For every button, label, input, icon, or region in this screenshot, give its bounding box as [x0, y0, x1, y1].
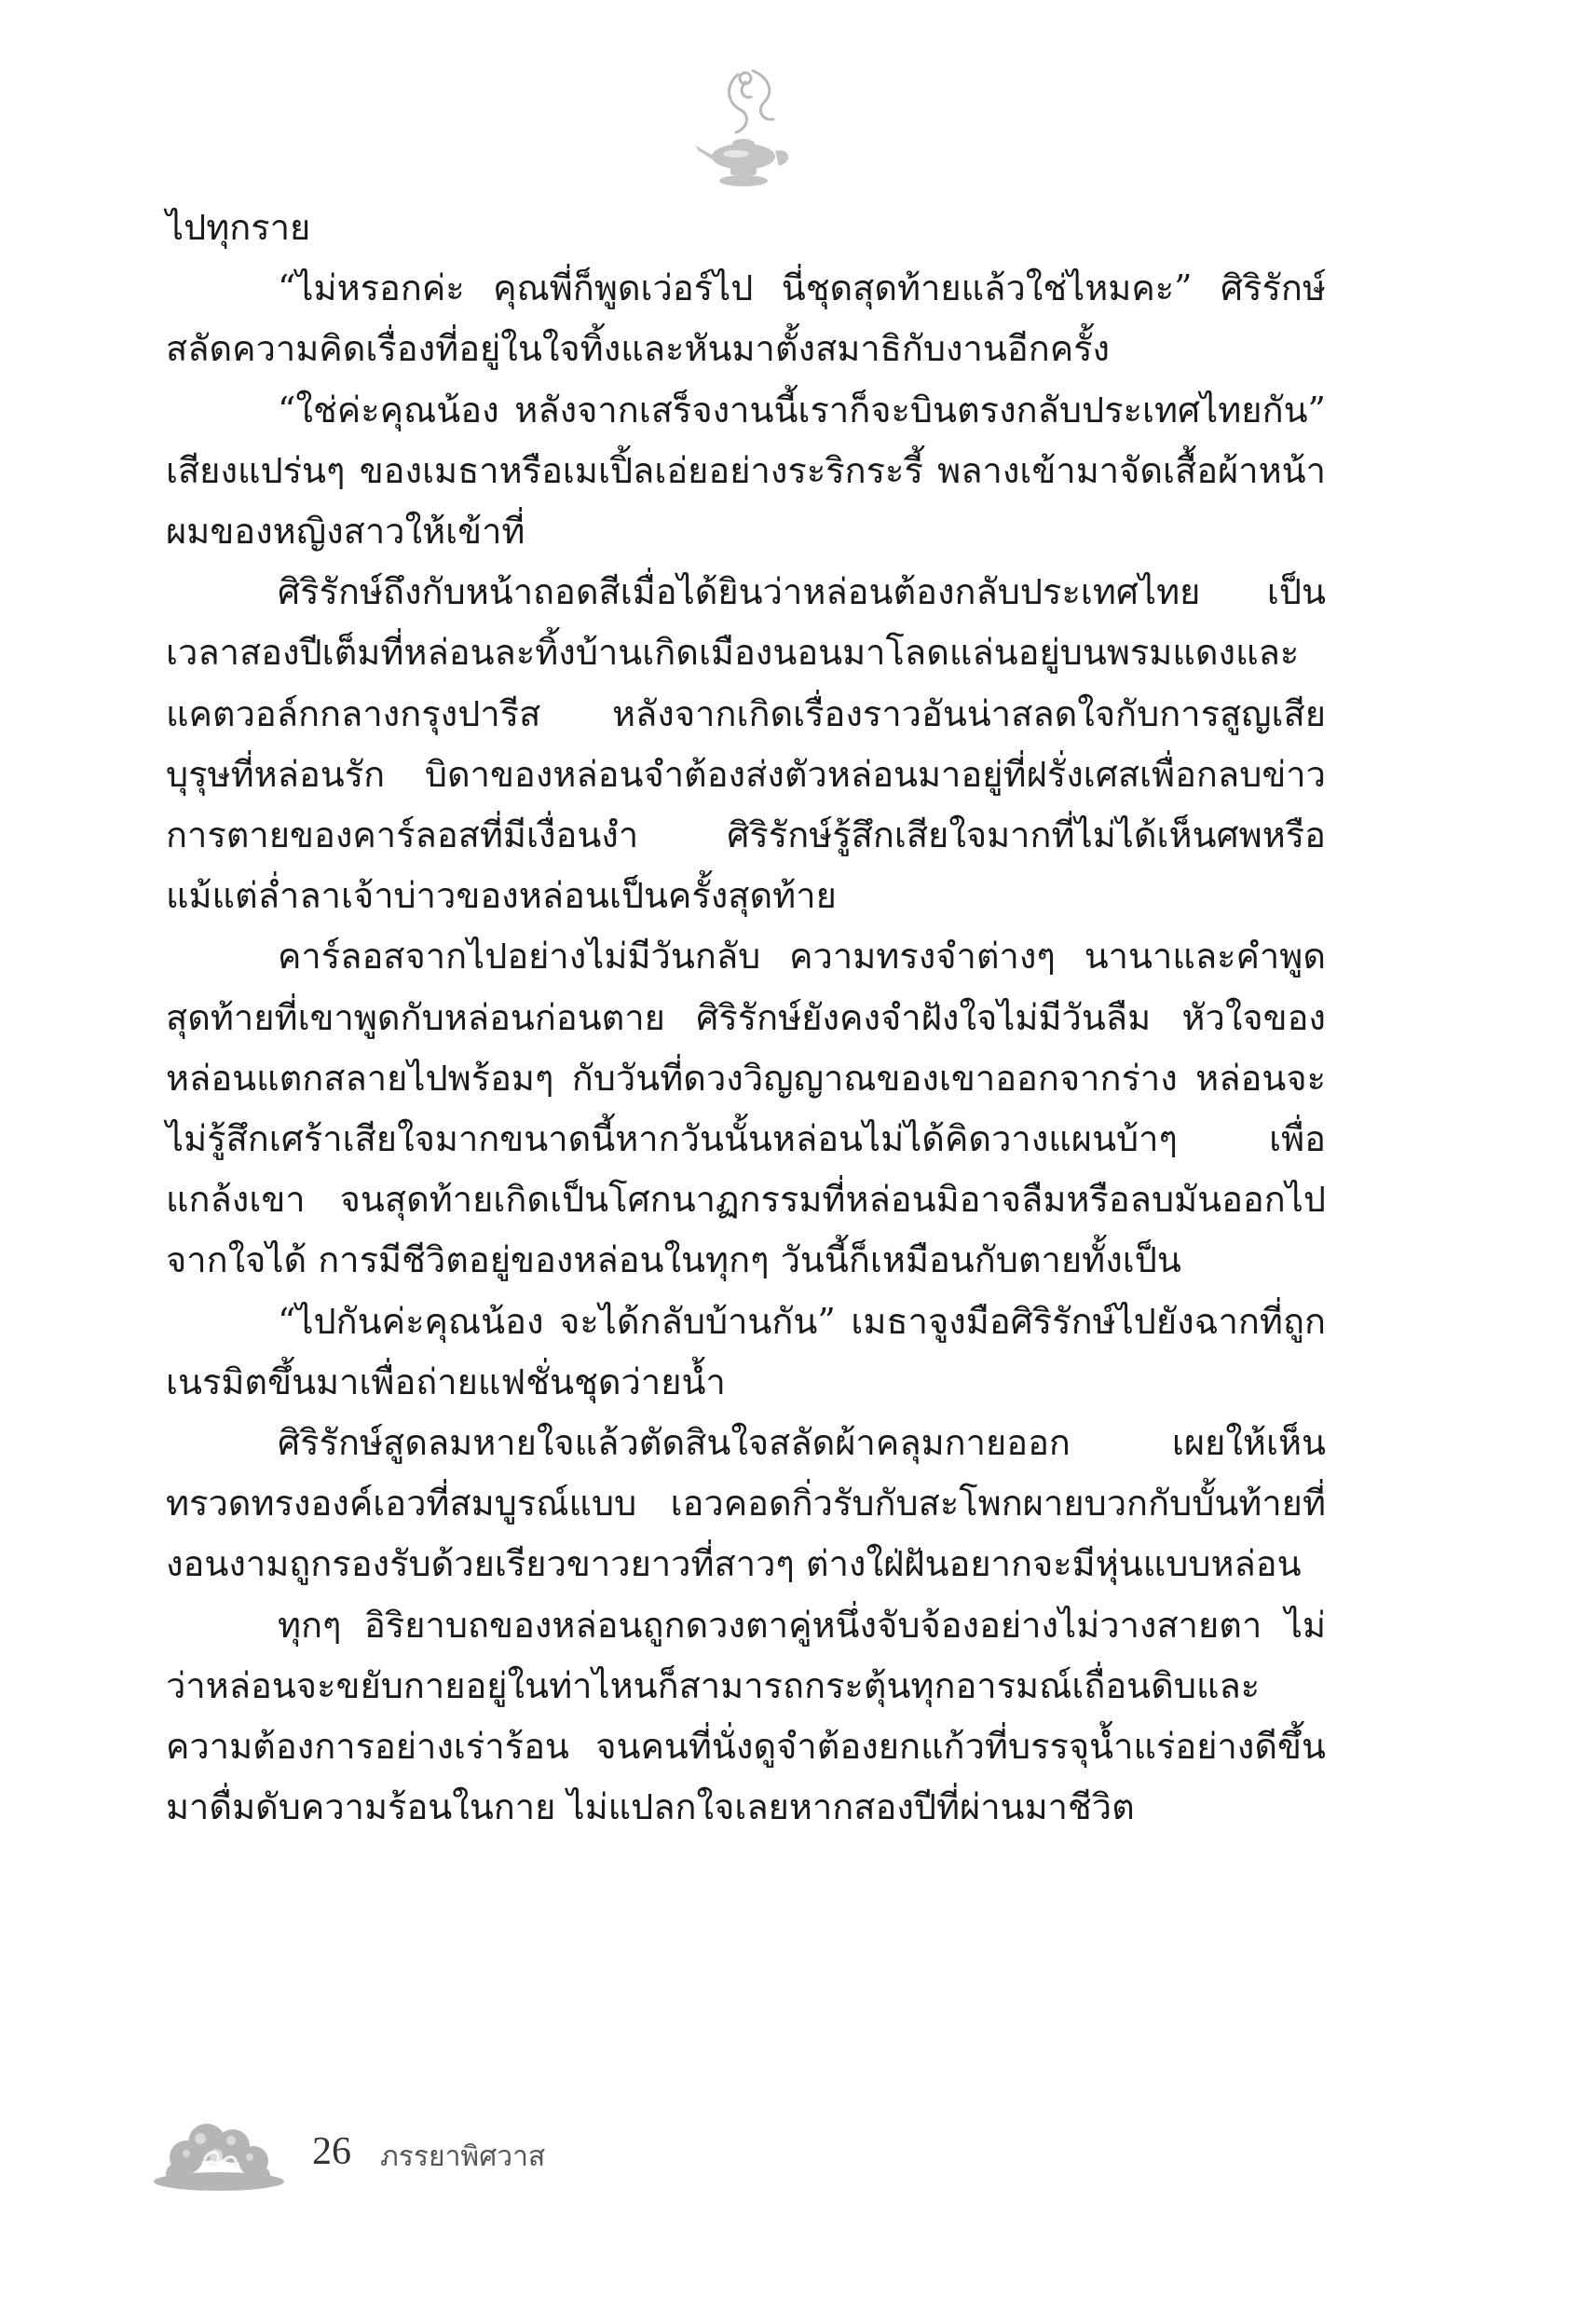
paragraph: ไปทุกราย — [166, 207, 311, 248]
body-text — [166, 198, 1326, 1838]
floral-ornament-icon — [149, 2101, 289, 2195]
paragraph: ศิริรักษ์สูดลมหายใจแล้วตัดสินใจสลัดผ้าคลุมกายออก เผยให้เห็นทรวดทรงองค์เอวที่สมบูรณ์แบบ เอวคอดกิ่วรับกับสะโพกผายบวกกับบั้นท้ายที่งอนงามถูกรองรับด้วยเรียวขาวยาวที่สาวๆ ต่างใฝ่ฝันอยากจะมีหุ่นแบบหล่อน — [166, 1422, 1326, 1585]
paragraph: ทุกๆ อิริยาบถของหล่อนถูกดวงตาคู่หนึ่งจับจ้องอย่างไม่วางสายตา ไม่ว่าหล่อนจะขยับกายอยู่ในท่าไหนก็สามารถกระตุ้นทุกอารมณ์เถื่อนดิบและความต้องการอย่างเร่าร้อน จนคนที่นั่งดูจำต้องยกแก้วที่บรรจุน้ำแร่อย่างดีขึ้นมาดื่มดับความร้อนในกาย ไม่แปลกใจเลยหากสองปีที่ผ่านมาชีวิต — [166, 1604, 1326, 1828]
page-number: 26 — [312, 2130, 351, 2173]
paragraph: คาร์ลอสจากไปอย่างไม่มีวันกลับ ความทรงจำต่างๆ นานาและคำพูดสุดท้ายที่เขาพูดกับหล่อนก่อนตาย ศิริรักษ์ยังคงจำฝังใจไม่มีวันลืม หัวใจของหล่อนแตกสลายไปพร้อมๆ กับวันที่ดวงวิญญาณของเขาออกจากร่าง หล่อนจะไม่รู้สึกเศร้าเสียใจมากขนาดนี้หากวันนั้นหล่อนไม่ได้คิดวางแผนบ้าๆ เพื่อแกล้งเขา จนสุดท้ายเกิดเป็นโศกนาฏกรรมที่หล่อนมิอาจลืมหรือลบมันออกไปจากใจได้ การมีชีวิตอยู่ของหล่อนในทุกๆ วันนี้ก็เหมือนกับตายทั้งเป็น — [166, 936, 1326, 1281]
paragraph: “ไปกันค่ะคุณน้อง จะได้กลับบ้านกัน” เมธาจูงมือศิริรักษ์ไปยังฉากที่ถูกเนรมิตขึ้นมาเพื่อถ่ายแฟชั่นชุดว่ายน้ำ — [166, 1300, 1326, 1402]
book-title: ภรรยาพิศวาส — [380, 2140, 546, 2173]
genie-lamp-icon — [689, 65, 801, 200]
page-footer — [149, 2101, 708, 2204]
paragraph: “ใช่ค่ะคุณน้อง หลังจากเสร็จงานนี้เราก็จะบินตรงกลับประเทศไทยกัน” เสียงแปร่นๆ ของเมธาหรือเมเปิ้ลเอ่ยอย่างระริกระรี้ พลางเข้ามาจัดเสื้อผ้าหน้าผมของหญิงสาวให้เข้าที่ — [166, 389, 1326, 553]
paragraph: ศิริรักษ์ถึงกับหน้าถอดสีเมื่อได้ยินว่าหล่อนต้องกลับประเทศไทย เป็นเวลาสองปีเต็มที่หล่อนละทิ้งบ้านเกิดเมืองนอนมาโลดแล่นอยู่บนพรมแดงและแคตวอล์กกลางกรุงปารีส หลังจากเกิดเรื่องราวอันน่าสลดใจกับการสูญเสียบุรุษที่หล่อนรัก บิดาของหล่อนจำต้องส่งตัวหล่อนมาอยู่ที่ฝรั่งเศสเพื่อกลบข่าวการตายของคาร์ลอสที่มีเงื่อนงำ ศิริรักษ์รู้สึกเสียใจมากที่ไม่ได้เห็นศพหรือแม้แต่ล่ำลาเจ้าบ่าวของหล่อนเป็นครั้งสุดท้าย — [166, 571, 1326, 917]
paragraph: “ไม่หรอกค่ะ คุณพี่ก็พูดเว่อร์ไป นี่ชุดสุดท้ายแล้วใช่ไหมคะ” ศิริรักษ์สลัดความคิดเรื่องที่อยู่ในใจทิ้งและหันมาตั้งสมาธิกับงานอีกครั้ง — [166, 267, 1326, 370]
